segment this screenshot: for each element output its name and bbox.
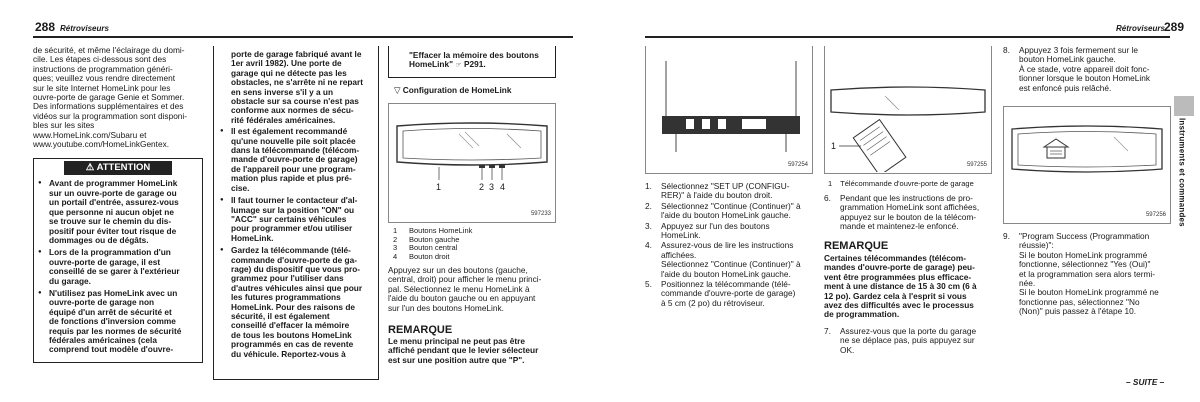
remark-line: est sur une position autre que "P". [388,354,525,365]
step-line: (Non)" puis passez à l'étape 10. [1019,306,1137,317]
step-number: 3. [645,220,652,231]
bullet-line: "ACC" sur certains véhicules [231,213,347,224]
figure-code-3: 597255 [966,161,987,168]
bullet-line: Avant de programmer HomeLink [49,178,178,189]
step-line: "Program Success (Programmation [1019,231,1150,241]
intro-line: Des informations supplémentaires et des [33,101,184,112]
bullet-line: Il est également recommandé [231,126,348,137]
bullet-line: de fonctions d'inversion comme [49,316,176,327]
bullet-line: fédérales américaines (cela [49,334,157,345]
left-column-1 [33,46,203,363]
warning-line: obstacle sur sa course n'est pas [231,96,359,107]
bullet-line: les futures programmations [231,292,341,303]
bullet-line: de l'appareil pour une program- [231,163,356,174]
intro-line: www.HomeLink.com/Subaru et [33,129,147,140]
figure-3-legend [828,180,998,189]
step-line: À ce stade, votre appareil doit fonc- [1019,63,1150,74]
header-rule-right [645,36,1170,38]
paragraph-line: l'aide du bouton gauche ou en appuyant [388,293,536,304]
remark-line: Certaines télécommandes (télécom- [824,253,967,263]
figure-code: 597233 [530,210,551,217]
intro-line: de sécurité, et même l'éclairage du domi- [33,45,185,55]
legend-text: Bouton central [409,243,458,253]
bullet-line: comprend tout modèle d'ouvre- [49,344,174,355]
mirror-figure-1 [388,103,556,223]
remark-line: mandes d'ouvre-porte de garage) peu- [824,262,975,273]
step-item [824,194,994,232]
bullet-line: rage) du dispositif que vous pro- [231,263,361,274]
mirror-figure-3 [824,46,992,174]
warning-line: porte de garage fabriqué avant le [231,49,362,59]
step-line: Si le bouton HomeLink programmé [1019,249,1148,260]
running-title-left: Rétroviseurs [60,24,109,33]
remark-line: vent être programmées plus efficace- [824,271,972,282]
paragraph-line: central, droit) pour afficher le menu princi- [388,274,542,285]
step-line: appuyez sur le bouton de la télécom- [840,211,977,222]
step-line: commande d'ouvre-porte de garage) [661,288,796,299]
bullet-line: positif pour éviter tout risque de [49,225,177,236]
step-line: l'aide du bouton HomeLink gauche. [661,268,791,279]
bullet-item [38,289,198,355]
step-number: 7. [824,326,831,336]
bullet-line: sécurité, il est également [231,310,330,321]
paragraph-line: pal. Sélectionnez le menu HomeLink à [388,283,530,294]
step-item [645,222,815,241]
step-line: OK. [840,344,855,355]
bullet-item [38,179,198,245]
intro-line: instructions de programmation généri- [33,63,173,74]
steps-1-to-5 [645,182,815,309]
step-item [1003,232,1171,317]
intro-line: bles sur les sites [33,120,95,131]
warning-line: conforme aux normes de sécu- [231,105,354,116]
page-number-left: 288 [35,20,56,34]
bullet-icon: ● [38,289,42,296]
bullet-icon: ● [38,180,42,187]
mirror-figure-4 [1003,106,1171,224]
left-column-3 [388,46,556,95]
mirror-figure-2 [645,46,813,174]
running-title-right: Rétroviseurs [1116,24,1165,33]
remark-line: 12 po). Gardez cela à l'esprit si vous [824,290,967,301]
header-rule-left [33,36,573,38]
step-line: RER)" à l'aide du bouton droit. [661,190,773,201]
step-line: l'aide du bouton HomeLink gauche. [661,210,791,221]
callout-1: 1 [436,182,442,192]
bullet-line: HomeLink. [231,232,274,243]
bullet-line: conseillé de se garer à l'extérieur [49,266,180,277]
intro-line: www.youtube.com/HomeLinkGentex. [33,139,170,150]
mirror-display-illustration [646,46,812,172]
remark-line: avez des difficultés avec le processus [824,300,974,311]
attention-bullets [34,177,202,354]
callout-3: 3 [489,182,495,192]
step-line: fonctionne pas, sélectionnez "No [1019,296,1140,307]
bullet-icon: ● [220,197,224,204]
bullet-line: ouvre-porte de garage, il est [49,256,161,267]
bullet-icon: ● [220,128,224,135]
warning-continued [220,50,372,125]
bullet-line: lumage sur la position "ON" ou [231,204,355,215]
step-item [645,202,815,221]
figure-1-legend [393,227,553,261]
bullet-item [220,196,372,243]
step-line: Assurez-vous que la porte du garage [840,326,977,336]
paragraph-line: sur l'un des boutons HomeLink. [388,302,504,313]
bullet-item [38,248,198,286]
bullet-line: commande d'ouvre-porte de ga- [231,254,357,265]
attention-box [33,158,203,362]
config-heading [394,86,556,95]
remark-line: Le menu principal ne peut pas être [388,336,525,346]
reference-line-1: "Effacer la mémoire des boutons [409,50,539,60]
intro-line: ouvre-porte de garage Genie et Sommer. [33,92,185,103]
rearview-mirror-illustration [389,104,555,222]
bullet-line: équipé d'un arrêt de sécurité et [49,306,172,317]
bullet-line: Il faut tourner le contacteur d'al- [231,195,358,206]
legend-number: 3 [393,243,398,253]
step-item [645,241,815,279]
section-triangle-icon: ▽ [394,84,401,95]
callout-2: 2 [479,182,485,192]
step-6 [824,194,994,233]
remark-title-right: REMARQUE [824,240,889,252]
legend-text: Bouton gauche [409,234,460,244]
step-number: 6. [824,193,831,203]
step-line: et la programmation sera alors termi- [1019,268,1156,279]
step-item [645,182,815,201]
step-item [645,280,815,308]
step-number: 1. [645,181,652,191]
side-tab-marker [1174,96,1194,116]
bullet-icon: ● [220,247,224,254]
bullet-line: dommages ou de dégâts. [49,234,149,245]
warning-line: obstacles, ne s'arrête ni ne repart [231,77,364,88]
step-8 [1003,46,1171,94]
step-line: bouton HomeLink gauche. [1019,54,1116,65]
step-line: Si le bouton HomeLink programmé ne [1019,287,1159,298]
legend-number: 4 [393,251,398,261]
homelink-screen-illustration [1004,107,1170,223]
intro-line: sur le site Internet HomeLink pour les [33,82,171,93]
attention-header [64,161,172,175]
bullet-line: du véhicule. Reportez-vous à [231,348,346,359]
remark-line: de programmation. [824,309,900,320]
step-number: 9. [1003,231,1010,241]
bullet-line: requis par les normes de sécurité [49,325,182,336]
intro-line: ques; veuillez vous rendre directement [33,73,176,84]
reference-box [388,46,556,78]
step-item [824,327,994,355]
warning-line: garage qui ne détecte pas les [231,67,347,78]
step-line: Positionnez la télécommande (télé- [661,279,791,290]
left-column-2-box [213,46,379,380]
warning-line: rité fédérales américaines. [231,114,336,125]
step-item [1003,46,1171,93]
bullet-line: d'autres véhicules ainsi que pour [231,282,363,293]
legend-number: 1 [393,226,398,235]
bullet-line: mation plus rapide et plus pré- [231,173,352,184]
bullet-line: dans la télécommande (télécom- [231,145,360,156]
remark-line: affiché pendant que le levier sélecteur [388,345,539,356]
step-line: est enfoncé puis relâché. [1019,82,1112,93]
reference-line-2: HomeLink" [409,59,454,70]
bullet-line: ouvre-porte de garage non [49,297,155,308]
page-number-right: 289 [1164,20,1185,34]
remark-text-left [388,337,556,365]
step-line: grammation HomeLink sont affichées, [840,202,980,213]
step-line: Assurez-vous de lire les instructions [661,240,794,251]
legend-text: Télécommande d'ouvre-porte de garage [840,179,974,188]
legend-row [393,253,553,262]
step-line: HomeLink. [661,230,701,241]
bullet-line: que personne ni aucun objet ne [49,206,174,217]
warning-bullets-2 [220,127,372,359]
step-line: fonctionne, sélectionnez "Yes (Oui)" [1019,259,1151,270]
bullet-line: mande d'ouvre-porte de garage) [231,154,358,165]
bullet-line: de tous les boutons HomeLink [231,329,352,340]
bullet-line: Gardez la télécommande (télé- [231,245,351,256]
step-line: Sélectionnez "Continue (Continuer)" à [661,259,801,270]
figure-code-2: 597254 [787,161,808,168]
figure-code-4: 597256 [1145,211,1166,218]
step-line: née. [1019,278,1036,289]
warning-triangle-icon: ⚠ [85,162,95,174]
step-line: Sélectionnez "SET UP (CONFIGU- [661,181,790,191]
step-number: 2. [645,200,652,211]
attention-label: ATTENTION [96,162,151,174]
legend-number: 2 [393,234,398,244]
bullet-item [220,246,372,359]
bullet-line: pour programmer et/ou utiliser [231,223,353,234]
legend-text: Bouton droit [409,251,450,261]
bullet-line: du garage. [49,275,91,286]
step-line: Sélectionnez "Continue (Continuer)" à [661,200,801,211]
warning-line: en sens inverse s'il y a un [231,86,334,97]
step-number: 4. [645,240,652,251]
step-line: affichées. [661,249,697,260]
bullet-line: se trouve sur le chemin du dis- [49,216,172,227]
page-ref-icon: ☞ [455,62,462,70]
bullet-line: Lors de la programmation d'un [49,247,171,258]
side-tab-label: Instruments et commandes [1177,118,1187,227]
step-line: tionner lorsque le bouton HomeLink [1019,73,1150,84]
intro-line: cile. Les étapes ci-dessous sont des [33,54,167,65]
step-number: 8. [1003,45,1010,55]
homelink-instructions [388,266,556,313]
bullet-line: programmés en cas de revente [231,339,354,350]
intro-text [33,46,203,149]
legend-text: Boutons HomeLink [409,226,473,235]
step-line: Pendant que les instructions de pro- [840,193,973,203]
bullet-line: conseillé d'effacer la mémoire [231,320,350,331]
step-line: à 5 cm (2 po) du rétroviseur. [661,297,765,308]
remote-mirror-illustration [825,46,991,172]
step-7 [824,327,994,356]
step-line: ne se déplace pas, puis appuyez sur [840,335,975,346]
bullet-line: grammez pour l'utiliser dans [231,273,344,284]
bullet-line: qu'une nouvelle pile soit placée [231,135,356,146]
step-line: Appuyez sur l'un des boutons [661,220,770,231]
step-9 [1003,232,1171,318]
bullet-line: un portail d'entrée, assurez-vous [49,197,179,208]
callout-remote: 1 [831,141,837,151]
bullet-line: N'utilisez pas HomeLink avec un [49,287,178,298]
remark-text-right [824,254,994,320]
bullet-line: sur un ouvre-porte de garage ou [49,187,177,198]
bullet-item [220,127,372,193]
bullet-icon: ● [38,249,42,256]
intro-line: vidéos sur la programmation sont disponi- [33,110,188,121]
legend-number: 1 [828,179,833,188]
config-title: Configuration de HomeLink [402,84,512,95]
reference-page: P291. [463,59,486,70]
paragraph-line: Appuyez sur un des boutons (gauche, [388,265,528,275]
step-line: Appuyez 3 fois fermement sur le [1019,45,1138,55]
remark-line: ment à une distance de 15 à 30 cm (6 à [824,281,977,292]
bullet-line: cise. [231,182,250,193]
bullet-line: HomeLink. Pour des raisons de [231,301,356,312]
remark-title-left: REMARQUE [388,324,453,336]
step-number: 5. [645,279,652,290]
step-line: mande et maintenez-le enfoncé. [840,221,959,232]
callout-4: 4 [500,182,506,192]
warning-line: 1er avril 1982). Une porte de [231,58,342,69]
step-line: réussie)": [1019,240,1054,251]
continued-label: – SUITE – [1126,377,1165,387]
